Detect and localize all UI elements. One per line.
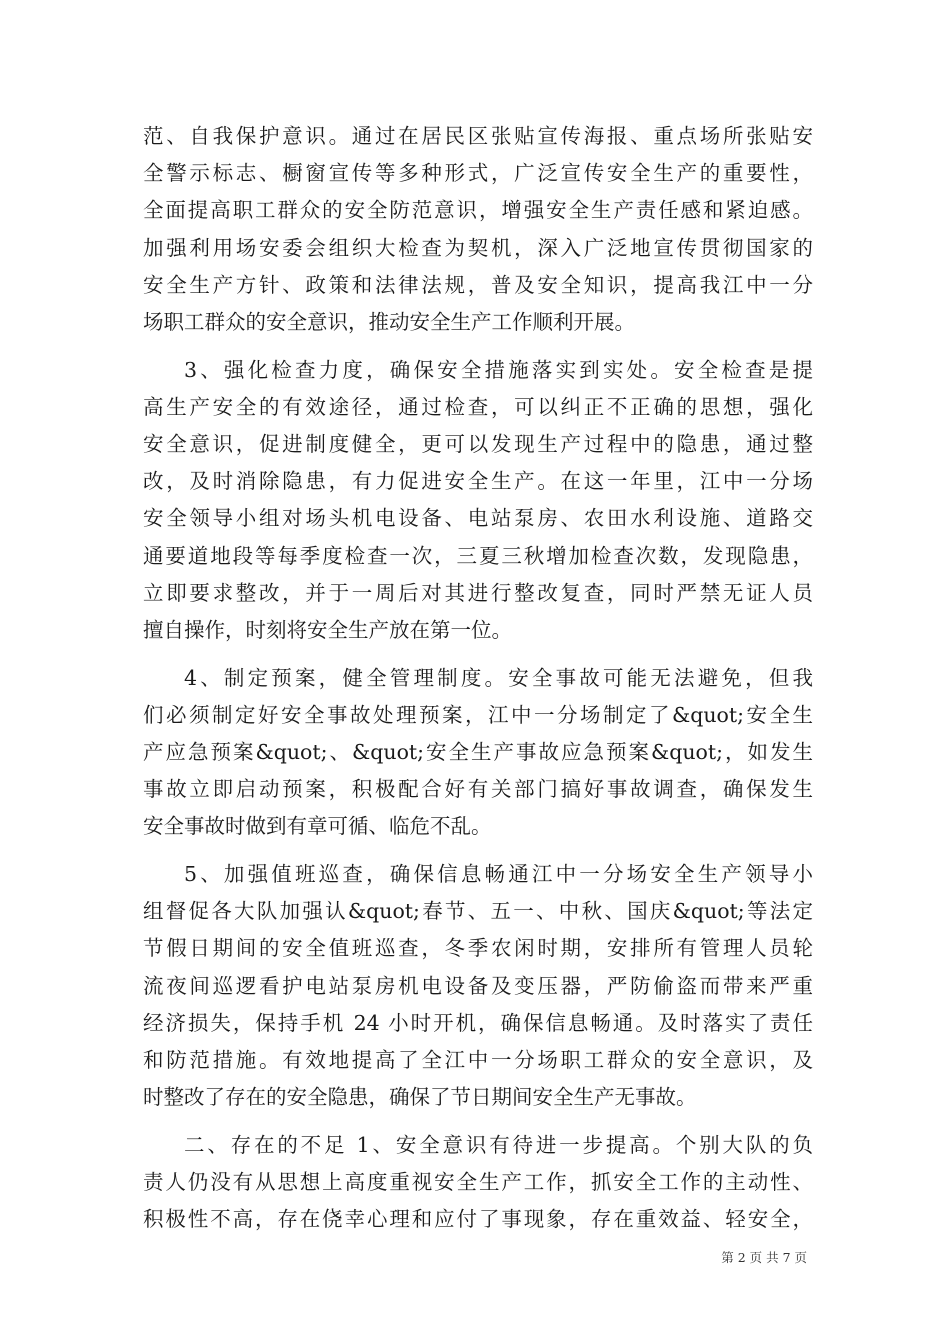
text-line: 时整改了存在的安全隐患，确保了节日期间安全生产无事故。 xyxy=(143,1085,697,1110)
paragraph-3 xyxy=(143,660,813,846)
text-line: 高生产安全的有效途径，通过检查，可以纠正不正确的思想，强化 xyxy=(143,394,813,419)
text-line: 场职工群众的安全意识，推动安全生产工作顺利开展。 xyxy=(143,309,635,334)
text-line: 经济损失，保持手机 24 小时开机，确保信息畅通。及时落实了责任 xyxy=(143,1010,813,1035)
document-body xyxy=(143,118,813,1238)
text-line: 全面提高职工群众的安全防范意识，增强安全生产责任感和紧迫感。 xyxy=(143,198,813,223)
text-line: 范、自我保护意识。通过在居民区张贴宣传海报、重点场所张贴安 xyxy=(143,124,813,148)
text-line: 安全意识，促进制度健全，更可以发现生产过程中的隐患，通过整 xyxy=(143,432,813,456)
text-line: 5、加强值班巡查，确保信息畅通江中一分场安全生产领导小 xyxy=(184,862,813,887)
text-line: 改，及时消除隐患，有力促进安全生产。在这一年里，江中一分场 xyxy=(143,469,813,494)
text-line: 全警示标志、橱窗宣传等多种形式，广泛宣传安全生产的重要性， xyxy=(143,161,813,186)
paragraph-1 xyxy=(143,118,813,341)
text-line: 和防范措施。有效地提高了全江中一分场职工群众的安全意识，及 xyxy=(143,1048,813,1072)
page-number: 第 2 页 共 7 页 xyxy=(721,1250,807,1265)
paragraph-4 xyxy=(143,856,813,1116)
text-line: 安全事故时做到有章可循、临危不乱。 xyxy=(143,814,492,839)
text-line: 3、强化检查力度，确保安全措施落实到实处。安全检查是提 xyxy=(184,357,813,382)
text-line: 产应急预案&quot;、&quot;安全生产事故应急预案&quot;，如发生 xyxy=(143,740,813,764)
text-line: 安全生产方针、政策和法律法规，普及安全知识，提高我江中一分 xyxy=(143,272,813,297)
text-line: 安全领导小组对场头机电设备、电站泵房、农田水利设施、道路交 xyxy=(143,506,813,531)
paragraph-5 xyxy=(143,1127,813,1239)
paragraph-2 xyxy=(143,352,813,650)
text-line: 组督促各大队加强认&quot;春节、五一、中秋、国庆&quot;等法定 xyxy=(143,899,813,924)
text-line: 二、存在的不足 1、安全意识有待进一步提高。个别大队的负 xyxy=(184,1132,813,1157)
text-line: 节假日期间的安全值班巡查，冬季农闲时期，安排所有管理人员轮 xyxy=(143,936,813,961)
text-line: 立即要求整改，并于一周后对其进行整改复查，同时严禁无证人员 xyxy=(143,580,813,605)
text-line: 加强利用场安委会组织大检查为契机，深入广泛地宣传贯彻国家的 xyxy=(143,235,813,260)
text-line: 积极性不高，存在侥幸心理和应付了事现象，存在重效益、轻安全， xyxy=(143,1207,813,1232)
text-line: 通要道地段等每季度检查一次，三夏三秋增加检查次数，发现隐患， xyxy=(143,543,813,568)
text-line: 流夜间巡逻看护电站泵房机电设备及变压器，严防偷盗而带来严重 xyxy=(143,973,813,998)
text-line: 们必须制定好安全事故处理预案，江中一分场制定了&quot;安全生 xyxy=(143,702,813,727)
text-line: 4、制定预案，健全管理制度。安全事故可能无法避免，但我 xyxy=(184,665,813,690)
text-line: 事故立即启动预案，积极配合好有关部门搞好事故调查，确保发生 xyxy=(143,777,813,802)
text-line: 责人仍没有从思想上高度重视安全生产工作，抓安全工作的主动性、 xyxy=(143,1170,813,1195)
text-line: 擅自操作，时刻将安全生产放在第一位。 xyxy=(143,617,512,642)
